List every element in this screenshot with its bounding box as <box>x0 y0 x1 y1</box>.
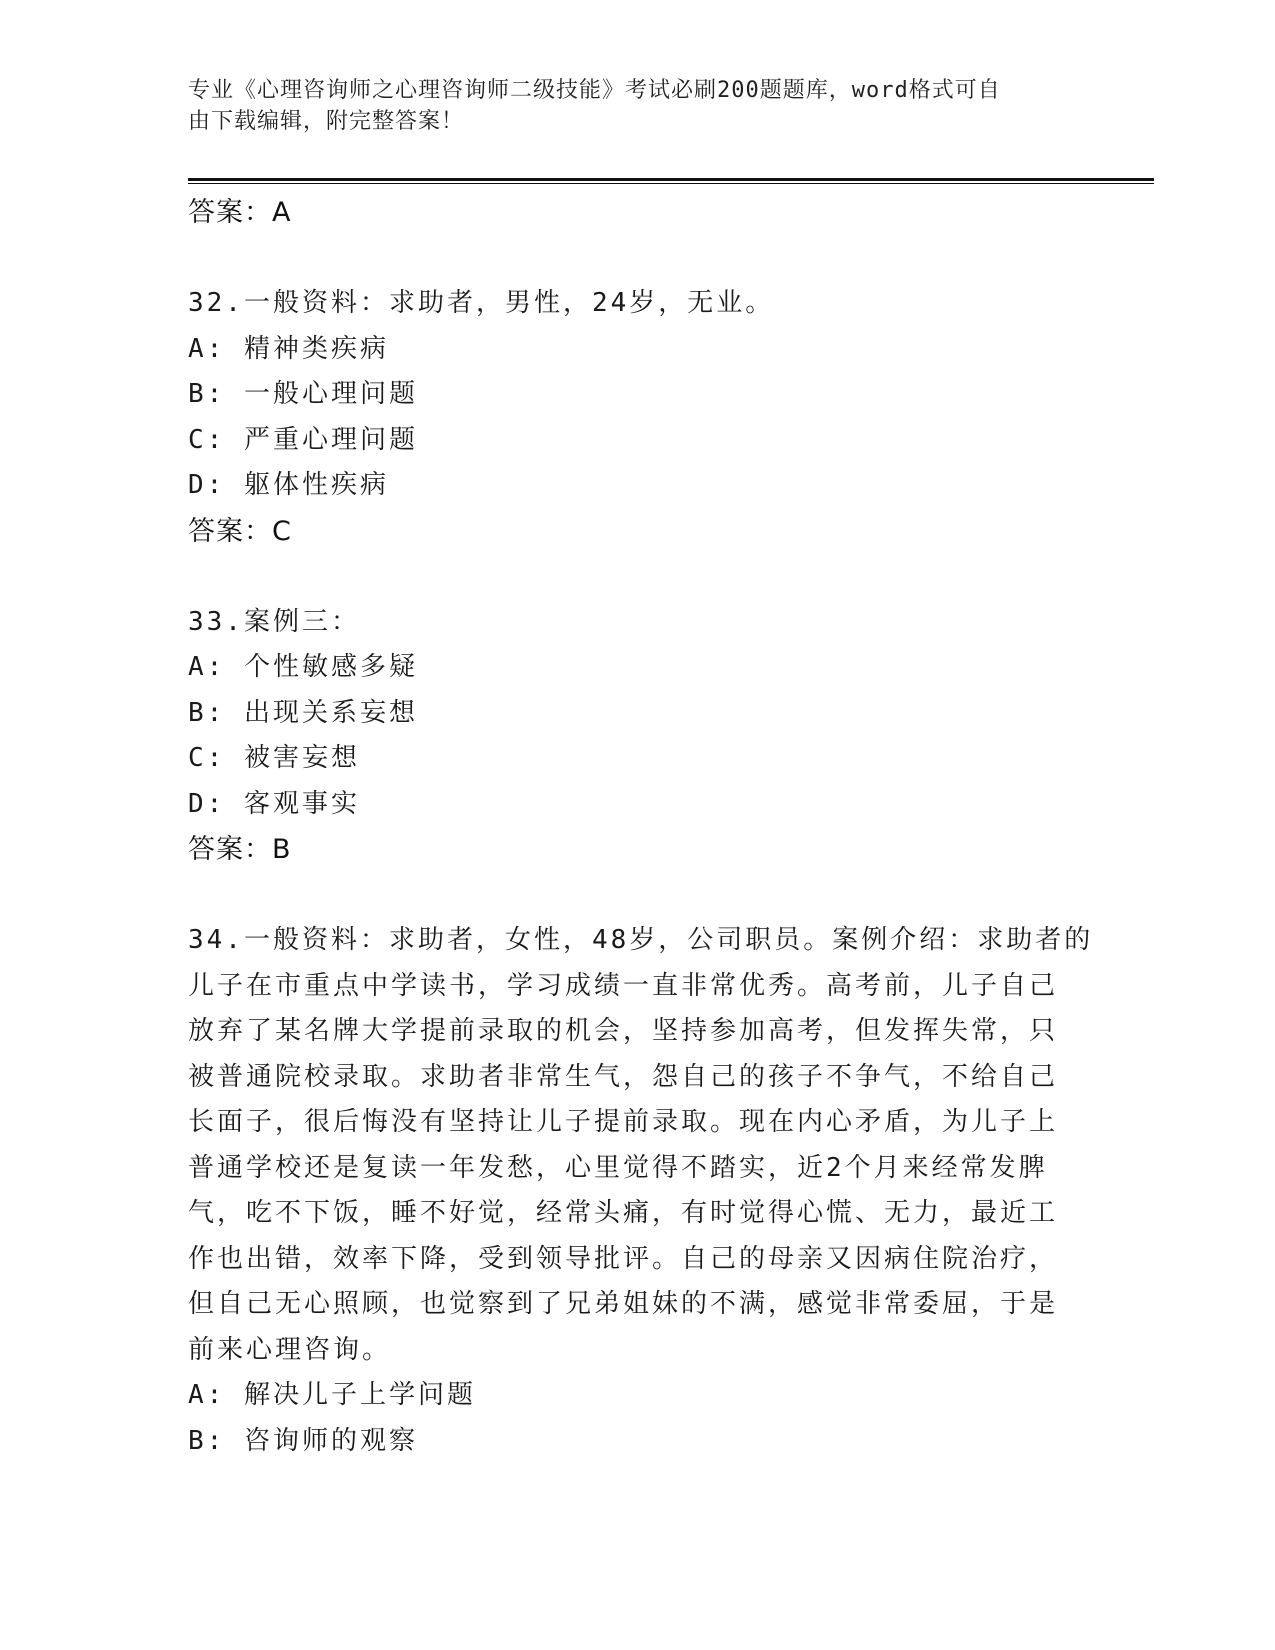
question-32-answer: 答案：C <box>188 515 292 547</box>
document-header <box>188 75 1068 137</box>
question-33-option-b: B: 出现关系妄想 <box>188 697 418 728</box>
question-34-stem-line: 放弃了某名牌大学提前录取的机会，坚持参加高考，但发挥失常，只 <box>188 1016 1059 1046</box>
spacer <box>188 236 1088 282</box>
question-34-stem-line: 被普通院校录取。求助者非常生气，怨自己的孩子不争气，不给自己 <box>188 1061 1059 1092</box>
question-34-stem-line: 但自己无心照顾，也觉察到了兄弟姐妹的不满，感觉非常委屈，于是 <box>188 1289 1059 1319</box>
spacer <box>188 554 1088 600</box>
question-33-option-a: A: 个性敏感多疑 <box>188 652 418 682</box>
header-rule-thin <box>188 183 1154 184</box>
question-32-option-d: D: 躯体性疾病 <box>188 470 389 500</box>
question-34-option-b: B: 咨询师的观察 <box>188 1425 418 1456</box>
question-33-option-d: D: 客观事实 <box>188 788 360 819</box>
question-33-answer: 答案：B <box>188 834 292 865</box>
answer-prev: 答案：A <box>188 197 292 228</box>
question-33-stem: 33.案例三： <box>188 606 360 637</box>
document-body <box>188 190 1094 1464</box>
question-33-option-c: C: 被害妄想 <box>188 743 360 773</box>
question-32-option-a: A: 精神类疾病 <box>188 333 389 364</box>
header-rule-thick <box>188 178 1154 181</box>
header-line-1: 专业《心理咨询师之心理咨询师二级技能》考试必刷200题题库，word格式可自 <box>188 78 1001 103</box>
spacer <box>188 873 1088 919</box>
question-34-stem-line: 长面子，很后悔没有坚持让儿子提前录取。现在内心矛盾，为儿子上 <box>188 1107 1059 1137</box>
question-34-stem-line: 气，吃不下饭，睡不好觉，经常头痛，有时觉得心慌、无力，最近工 <box>188 1198 1059 1228</box>
question-34-option-a: A: 解决儿子上学问题 <box>188 1380 476 1410</box>
question-32-stem: 32.一般资料：求助者，男性，24岁，无业。 <box>188 288 775 318</box>
question-34-stem-line: 儿子在市重点中学读书，学习成绩一直非常优秀。高考前，儿子自己 <box>188 970 1059 1001</box>
question-34-stem-line: 前来心理咨询。 <box>188 1334 392 1365</box>
question-34-stem <box>188 918 1094 1373</box>
question-34-stem-line: 普通学校还是复读一年发愁，心里觉得不踏实，近2个月来经常发脾 <box>188 1152 1048 1183</box>
header-line-2: 由下载编辑，附完整答案！ <box>188 109 465 134</box>
question-32-option-c: C: 严重心理问题 <box>188 424 418 455</box>
question-32-option-b: B: 一般心理问题 <box>188 379 418 409</box>
question-34-stem-line: 作也出错，效率下降，受到领导批评。自己的母亲又因病住院治疗， <box>188 1243 1059 1274</box>
question-34-stem-line: 34.一般资料：求助者，女性，48岁，公司职员。案例介绍：求助者的 <box>188 925 1094 955</box>
